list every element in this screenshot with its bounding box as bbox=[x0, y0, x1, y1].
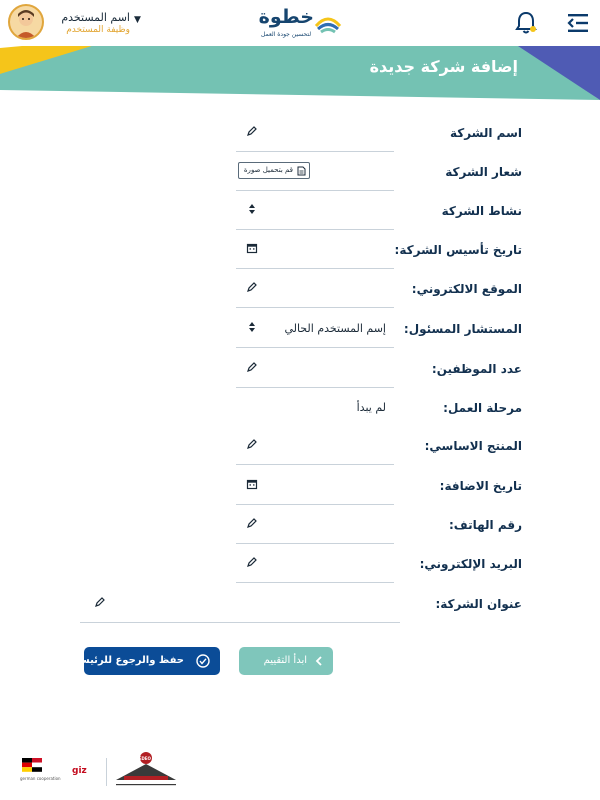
upload-image-button[interactable] bbox=[238, 162, 310, 179]
pencil-icon bbox=[246, 361, 258, 373]
german-cooperation-text: german cooperation bbox=[20, 776, 61, 781]
employees-label: عدد الموظفين: bbox=[431, 362, 522, 376]
pencil-icon bbox=[246, 556, 258, 568]
chevron-down-icon[interactable]: ▼ bbox=[134, 15, 141, 25]
added-date-input[interactable] bbox=[236, 467, 394, 505]
fedeo-logo bbox=[110, 750, 182, 790]
sort-arrows-icon bbox=[246, 321, 258, 333]
form-row-main-product bbox=[0, 427, 600, 465]
founding-date-label: تاريخ تأسيس الشركة: bbox=[394, 243, 522, 257]
email-label: البريد الإلكتروني: bbox=[419, 557, 522, 571]
pencil-icon bbox=[94, 596, 106, 608]
check-circle-icon bbox=[196, 654, 210, 668]
founding-date-input[interactable] bbox=[236, 231, 394, 269]
calendar-icon bbox=[246, 242, 258, 254]
pencil-icon bbox=[246, 125, 258, 137]
form-row-company-logo bbox=[0, 153, 600, 191]
calendar-icon bbox=[246, 478, 258, 490]
consultant-label: المستشار المسئول: bbox=[403, 322, 522, 336]
chevron-left-icon bbox=[315, 656, 323, 666]
start-evaluation-label: ابدأ التقييم bbox=[263, 655, 307, 666]
phone-label: رقم الهاتف: bbox=[449, 518, 522, 532]
address-input[interactable] bbox=[80, 585, 400, 623]
document-icon bbox=[297, 166, 306, 176]
start-evaluation-button[interactable] bbox=[239, 647, 333, 675]
company-logo-field bbox=[236, 153, 394, 191]
website-label: الموقع الالكتروني: bbox=[411, 282, 522, 296]
form-row-company-activity bbox=[0, 192, 600, 230]
top-bar bbox=[0, 0, 600, 46]
work-stage-label: مرحلة العمل: bbox=[443, 401, 522, 415]
form-row-consultant bbox=[0, 310, 600, 348]
pencil-icon bbox=[246, 281, 258, 293]
footer-logos bbox=[0, 740, 600, 800]
work-stage-field bbox=[236, 389, 394, 427]
logo-tagline: لتحسين جودة العمل bbox=[260, 31, 312, 38]
company-activity-select[interactable] bbox=[236, 192, 394, 230]
form-row-email bbox=[0, 545, 600, 583]
phone-input[interactable] bbox=[236, 506, 394, 544]
german-cooperation-logo bbox=[20, 758, 61, 788]
company-logo-label: شعار الشركة bbox=[445, 165, 522, 179]
user-menu[interactable] bbox=[6, 2, 146, 42]
save-and-return-label: حفظ والرجوع للرئيسية bbox=[69, 655, 184, 666]
pencil-icon bbox=[246, 517, 258, 529]
form-row-employees bbox=[0, 350, 600, 388]
form-row-website bbox=[0, 270, 600, 308]
user-role: وظيفة المستخدم bbox=[66, 25, 130, 35]
address-label: عنوان الشركة: bbox=[435, 597, 522, 611]
menu-collapse-icon[interactable] bbox=[566, 12, 590, 34]
avatar bbox=[8, 4, 44, 40]
logo-text: خطوة bbox=[258, 6, 314, 28]
upload-image-label: قم بتحميل صورة bbox=[243, 166, 293, 174]
company-name-label: اسم الشركة bbox=[449, 126, 522, 140]
form-row-company-name bbox=[0, 114, 600, 152]
pencil-icon bbox=[246, 438, 258, 450]
employees-input[interactable] bbox=[236, 350, 394, 388]
form-row-founding-date bbox=[0, 231, 600, 269]
giz-text: giz bbox=[72, 766, 87, 776]
sort-arrows-icon bbox=[246, 203, 258, 215]
fedeo-text: FEDEO bbox=[136, 756, 151, 761]
page-title: إضافة شركة جديدة bbox=[369, 57, 518, 76]
company-name-input[interactable] bbox=[236, 114, 394, 152]
added-date-label: تاريخ الاضافة: bbox=[439, 479, 522, 493]
form-row-work-stage bbox=[0, 389, 600, 427]
user-name: اسم المستخدم bbox=[61, 11, 130, 24]
main-product-label: المنتج الاساسي: bbox=[424, 439, 522, 453]
website-input[interactable] bbox=[236, 270, 394, 308]
footer-divider bbox=[106, 758, 107, 786]
work-stage-value: لم يبدأ bbox=[356, 401, 386, 414]
company-activity-label: نشاط الشركة bbox=[441, 204, 522, 218]
bell-icon[interactable] bbox=[514, 10, 538, 36]
main-product-input[interactable] bbox=[236, 427, 394, 465]
logo-mark-icon bbox=[314, 10, 342, 36]
form-row-added-date bbox=[0, 467, 600, 505]
form-row-phone bbox=[0, 506, 600, 544]
save-and-return-button[interactable] bbox=[69, 647, 220, 675]
form-row-address bbox=[0, 585, 600, 623]
app-logo bbox=[254, 4, 344, 42]
giz-logo bbox=[70, 758, 104, 788]
email-input[interactable] bbox=[236, 545, 394, 583]
consultant-select[interactable] bbox=[236, 310, 394, 348]
consultant-value: إسم المستخدم الحالي bbox=[284, 322, 386, 335]
